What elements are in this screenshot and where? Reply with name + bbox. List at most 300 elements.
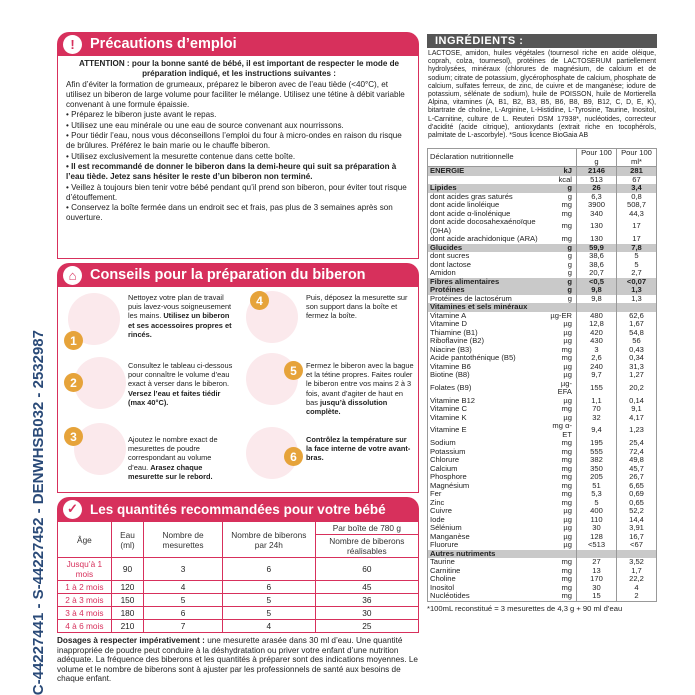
nutrition-cell-b: 0,69 <box>617 490 657 499</box>
nutrition-cell-a: 9,8 <box>577 286 617 295</box>
nutrition-cell-a: 2146 <box>577 167 617 176</box>
nutrition-cell-b: 0,8 <box>617 193 657 202</box>
nutrition-cell-u: g <box>545 244 577 253</box>
nutrition-cell-b: 4,17 <box>617 414 657 423</box>
quantite-cell-real: 60 <box>315 558 418 581</box>
nutrition-cell-a: 205 <box>577 473 617 482</box>
nutrition-cell-l: Manganèse <box>430 531 470 541</box>
nutrition-cell-l: Amidon <box>430 268 456 278</box>
footnote-text: une mesurette arasée dans 30 ml d’eau. Une quantité inappropriée de poudre peut conduire à la déshydratation ou priver votre enfant d’une nutrition adéquate. La fréquence des biberons et les quantités à préparer sont des indications moyennes. Le volume et le nombre de biberons sont à ajuster par les professionnels de santé aux besoins de chaque enfant. <box>57 636 418 684</box>
conseils-header <box>57 263 419 287</box>
precautions-title: Précautions d’emploi <box>90 36 237 52</box>
nutrition-row <box>428 422 657 439</box>
quantites-footnote <box>57 636 419 684</box>
nutrition-cell-a: 3900 <box>577 201 617 210</box>
nutrition-cell-u: mg <box>561 200 572 210</box>
step-3-text <box>128 435 233 481</box>
step-3-badge <box>64 427 83 446</box>
nutrition-cell-u: g <box>545 278 577 287</box>
nutrition-row <box>428 550 657 559</box>
nutrition-cell-l: Vitamine D <box>430 319 468 329</box>
step-3-illustration <box>74 423 126 475</box>
col-realisables: Nombre de biberons réalisables <box>315 535 418 558</box>
left-panel <box>57 32 419 684</box>
nutrition-cell-u: g <box>545 286 577 295</box>
quantite-row <box>58 581 419 594</box>
quantites-rows <box>58 558 419 633</box>
quantite-cell-age: 3 à 4 mois <box>58 607 112 620</box>
nutrition-cell-l: Vitamine C <box>430 404 468 414</box>
precautions-header <box>57 32 419 56</box>
nutrition-cell-l: Choline <box>430 574 456 584</box>
nutrition-cell-a: 240 <box>577 363 617 372</box>
quantite-cell-eau: 210 <box>111 620 143 633</box>
nutrition-cell-l: Vitamine B12 <box>430 395 476 405</box>
nutrition-cell-b: 1,7 <box>617 567 657 576</box>
nutrition-cell-a: 30 <box>577 524 617 533</box>
nutrition-cell-l: Lipides <box>428 184 545 193</box>
nutrition-cell-u: kcal <box>558 174 572 184</box>
quantite-cell-real: 36 <box>315 594 418 607</box>
nutrition-cell-l: dont acide arachidonique (ARA) <box>430 234 538 244</box>
nutrition-cell-b: 20,2 <box>617 380 657 397</box>
quantite-row <box>58 620 419 633</box>
nutrition-cell-a: 400 <box>577 507 617 516</box>
quantite-cell-mes: 4 <box>144 581 223 594</box>
nutrition-cell-l: Potassium <box>430 446 466 456</box>
nutrition-cell-b: 7,8 <box>617 244 657 253</box>
nutrition-cell-b: 1,3 <box>617 286 657 295</box>
step-2-badge <box>64 373 83 392</box>
nutrition-cell-l: Biotine (B8) <box>430 370 470 380</box>
nutrition-cell-l: Iode <box>430 514 445 524</box>
nutrition-cell-l: ENERGIE <box>428 167 545 176</box>
nutrition-cell-u: mg <box>561 438 572 448</box>
nutrition-cell-b: 26,7 <box>617 473 657 482</box>
nutrition-cell-u: µg <box>563 395 572 405</box>
nutrition-cell-a: 350 <box>577 465 617 474</box>
nutrition-cell-a: 38,6 <box>577 261 617 270</box>
step-4-badge <box>250 291 269 310</box>
quantite-cell-bib: 6 <box>222 558 315 581</box>
nutrition-cell-u: g <box>567 251 572 261</box>
precaution-item: • Utilisez exclusivement la mesurette contenue dans cette boîte. <box>66 152 412 162</box>
nutrition-cell-l: Fibres alimentaires <box>428 278 545 287</box>
nutrition-cell-u: mg <box>561 404 572 414</box>
col-boite: Par boîte de 780 g <box>315 522 418 535</box>
nutrition-cell-b: 2,7 <box>617 269 657 278</box>
nutrition-header-row <box>428 149 657 167</box>
nutrition-cell-a: 430 <box>577 337 617 346</box>
nutrition-cell-b: <0,07 <box>617 278 657 287</box>
col-age: Âge <box>58 522 112 558</box>
nutrition-cell-l: Vitamines et sels minéraux <box>428 303 545 312</box>
nutrition-cell-b: 72,4 <box>617 448 657 457</box>
nutrition-cell-b: 3,52 <box>617 558 657 567</box>
nutrition-cell-l: dont acide docosahexaénoïque (DHA) <box>430 217 536 235</box>
quantite-cell-age: 4 à 6 mois <box>58 620 112 633</box>
nutrition-header-label: Déclaration nutritionnelle <box>428 149 577 167</box>
col-mesurettes: Nombre de mesurettes <box>144 522 223 558</box>
precaution-item: • Conservez la boîte fermée dans un endroit sec et frais, pas plus de 3 semaines après son ouverture. <box>66 203 412 224</box>
precautions-section <box>57 32 419 259</box>
nutrition-cell-b: 5 <box>617 252 657 261</box>
quantite-cell-real: 25 <box>315 620 418 633</box>
conseils-section <box>57 263 419 493</box>
footnote-bold: Dosages à respecter impérativement : <box>57 636 205 645</box>
nutrition-cell-b: 5 <box>617 261 657 270</box>
quantite-cell-mes: 6 <box>144 607 223 620</box>
nutrition-cell-l: dont acide α-linolénique <box>430 208 511 218</box>
nutrition-cell-u: mg <box>561 208 572 218</box>
step-4-text <box>306 293 414 321</box>
nutrition-cell-a: 340 <box>577 210 617 219</box>
nutrition-cell-b: 17 <box>617 235 657 244</box>
nutrition-cell-l: Riboflavine (B2) <box>430 336 485 346</box>
quantite-cell-age: 1 à 2 mois <box>58 581 112 594</box>
nutrition-cell-u: g <box>567 293 572 303</box>
nutrition-cell-u: g <box>545 184 577 193</box>
step-2-number: 2 <box>70 375 77 390</box>
quantite-cell-mes: 7 <box>144 620 223 633</box>
nutrition-cell-b: 508,7 <box>617 201 657 210</box>
nutrition-row <box>428 567 657 576</box>
nutrition-cell-a: 38,6 <box>577 252 617 261</box>
nutrition-cell-b: 1,67 <box>617 320 657 329</box>
step-1-badge <box>64 331 83 350</box>
step-6-badge <box>284 447 303 466</box>
nutrition-cell-b: 0,34 <box>617 354 657 363</box>
nutrition-cell-a: 3 <box>577 346 617 355</box>
nutrition-cell-l: dont acides gras saturés <box>430 191 513 201</box>
nutrition-cell-l: Niacine (B3) <box>430 344 472 354</box>
conseils-title: Conseils pour la préparation du biberon <box>90 267 366 283</box>
precaution-item: • Utilisez une eau minérale ou une eau de source convenant aux nourrissons. <box>66 121 412 131</box>
precautions-list <box>66 110 412 223</box>
step-6-text <box>306 435 414 463</box>
nutrition-cell-u: g <box>567 268 572 278</box>
nutrition-cell-l: Fluorure <box>430 540 459 550</box>
nutrition-cell-u: µg <box>563 506 572 516</box>
nutrition-cell-l: Chlorure <box>430 455 460 465</box>
nutrition-row <box>428 218 657 235</box>
nutrition-cell-u: µg <box>563 531 572 541</box>
quantite-cell-eau: 180 <box>111 607 143 620</box>
nutrition-cell-u: µg <box>563 327 572 337</box>
nutrition-cell-b: 67 <box>617 176 657 185</box>
nutrition-cell-l: Protéines <box>428 286 545 295</box>
nutrition-cell-l: Sélénium <box>430 523 462 533</box>
nutrition-cell-l: Taurine <box>430 557 455 567</box>
precaution-item: • Il est recommandé de donner le biberon dans la demi-heure qui suit sa préparation à l’eau tiède. Jetez sans hésiter le reste d’un biberon non terminé. <box>66 162 412 183</box>
nutrition-cell-u: mg <box>561 234 572 244</box>
nutrition-cell-b: 0,43 <box>617 346 657 355</box>
nutrition-row <box>428 490 657 499</box>
nutrition-cell-u: µg <box>563 514 572 524</box>
nutrition-cell-l: Vitamine A <box>430 310 467 320</box>
quantites-table <box>57 521 419 633</box>
nutrition-row <box>428 261 657 270</box>
nutrition-cell-l: Sodium <box>430 438 456 448</box>
nutrition-row <box>428 533 657 542</box>
nutrition-cell-l: Zinc <box>430 497 445 507</box>
nutrition-cell-b: 3,91 <box>617 524 657 533</box>
nutrition-cell-a: 130 <box>577 218 617 235</box>
nutrition-row <box>428 371 657 380</box>
scoop-icon: ✓ <box>63 500 82 519</box>
nutrition-cell-a: 20,7 <box>577 269 617 278</box>
nutrition-row <box>428 516 657 525</box>
step-2-text <box>128 361 233 407</box>
nutrition-cell-a: <513 <box>577 541 617 550</box>
nutrition-cell-l: Vitamine E <box>430 425 467 435</box>
nutrition-footnote: *100mL reconstitué = 3 mesurettes de 4,3 g + 90 ml d’eau <box>427 603 623 613</box>
nutrition-header-100ml: Pour 100 ml* <box>617 149 657 167</box>
nutrition-cell-b: 1,23 <box>617 422 657 439</box>
nutrition-cell-u: mg <box>561 557 572 567</box>
nutrition-cell-u: µg <box>563 361 572 371</box>
nutrition-cell-b: 0,14 <box>617 397 657 406</box>
nutrition-cell-l: Inositol <box>430 582 455 592</box>
quantite-cell-real: 30 <box>315 607 418 620</box>
nutrition-cell-a: 59,9 <box>577 244 617 253</box>
step-5-text <box>306 361 416 416</box>
nutrition-cell-u: mg <box>561 455 572 465</box>
nutrition-cell-u: µg <box>563 523 572 533</box>
nutrition-row <box>428 499 657 508</box>
quantite-row <box>58 607 419 620</box>
nutrition-cell-b: 25,4 <box>617 439 657 448</box>
nutrition-cell-l: Magnésium <box>430 480 470 490</box>
precautions-attention: ATTENTION : pour la bonne santé de bébé, il est important de respecter le mode de préparation indiqué, et les instructions suivantes : <box>78 59 400 79</box>
nutrition-cell-u: g <box>567 191 572 201</box>
nutrition-row <box>428 414 657 423</box>
nutrition-cell-u: µg <box>563 336 572 346</box>
nutrition-cell-a: 9,4 <box>577 422 617 439</box>
nutrition-cell-b: 6,65 <box>617 482 657 491</box>
nutrition-cell-u: mg <box>561 221 572 231</box>
precautions-box <box>57 56 419 259</box>
nutrition-cell-b: 1,3 <box>617 295 657 304</box>
nutrition-cell-b: 31,3 <box>617 363 657 372</box>
col-eau: Eau (ml) <box>111 522 143 558</box>
nutrition-cell-b: 9,1 <box>617 405 657 414</box>
nutrition-cell-a: 1,1 <box>577 397 617 406</box>
nutrition-cell-a: 32 <box>577 414 617 423</box>
nutrition-cell-a: 513 <box>577 176 617 185</box>
nutrition-cell-u: µg <box>563 319 572 329</box>
nutrition-cell-a: 110 <box>577 516 617 525</box>
nutrition-cell-a: <0,5 <box>577 278 617 287</box>
nutrition-cell-a: 9,8 <box>577 295 617 304</box>
nutrition-cell-l: Protéines de lactosérum <box>430 293 512 303</box>
nutrition-cell-a: 13 <box>577 567 617 576</box>
nutrition-row <box>428 448 657 457</box>
quantite-cell-mes: 3 <box>144 558 223 581</box>
nutrition-cell-b: 0,65 <box>617 499 657 508</box>
quantite-cell-mes: 5 <box>144 594 223 607</box>
nutrition-cell-a: 70 <box>577 405 617 414</box>
baby-bottle-icon: ⌂ <box>63 266 82 285</box>
nutrition-cell-l: dont sucres <box>430 251 470 261</box>
step-1-bold: Utilisez un biberon et ses accessoires propres et rincés. <box>128 311 232 339</box>
nutrition-cell-b: 22,2 <box>617 575 657 584</box>
nutrition-row <box>428 592 657 601</box>
nutrition-cell-u: mg <box>561 353 572 363</box>
nutrition-cell-a: 15 <box>577 592 617 601</box>
nutrition-cell-u: µg <box>563 412 572 422</box>
nutrition-cell-u: µg <box>563 370 572 380</box>
nutrition-cell-l: Calcium <box>430 463 458 473</box>
nutrition-cell-b: 14,4 <box>617 516 657 525</box>
nutrition-cell-a: 128 <box>577 533 617 542</box>
step-5-bold: jusqu’à dissolution complète. <box>306 397 388 417</box>
nutrition-cell-b: 4 <box>617 584 657 593</box>
nutrition-cell-b: 2 <box>617 592 657 601</box>
nutrition-cell-a: 12,8 <box>577 320 617 329</box>
side-code-text: C-44227441 - S-44227452 - DENWHSB032 - 2532987 <box>30 330 47 695</box>
step-3-number: 3 <box>70 429 77 444</box>
nutrition-cell-a: 420 <box>577 329 617 338</box>
step-5-desc: Fermez le biberon avec la bague et la tétine propres. Faites rouler le biberon entre vos mains 2 à 3 fois, avant d’agiter de haut en bas <box>306 361 414 407</box>
nutrition-cell-l: Folates (B9) <box>430 382 472 392</box>
step-4-desc: Puis, déposez la mesurette sur son support dans la boîte et fermez la boîte. <box>306 293 408 321</box>
nutrition-cell-u: µg-EFA <box>557 378 572 397</box>
quantites-section <box>57 497 419 684</box>
nutrition-cell-a: 2,6 <box>577 354 617 363</box>
quantites-header <box>57 497 419 521</box>
step-5-badge <box>284 361 303 380</box>
nutrition-row <box>428 482 657 491</box>
nutrition-cell-u: mg <box>561 489 572 499</box>
nutrition-cell-l: Vitamine B6 <box>430 361 471 371</box>
nutrition-cell-l: Carnitine <box>430 565 461 575</box>
ingredients-text: LACTOSE, amidon, huiles végétales (tournesol riche en acide oléique, coprah, colza, tournesol), protéines de LACTOSERUM partiellement hydrolysées, minéraux (chlorures de magnésium, de calcium et de sodium; citrate de potassium, glycérophosphate de calcium, phosphate de calcium, sulfates ferreux, de zinc, de cuivre et de manganèse; iodure de potassium, sélénate de sodium), huile de POISSON, huile de Mortierella Alpina, vitamines (A, B1, B2, B3, B5, B6, B8, B9, B12, C, D, E, K), bitartrate de choline, L-Arginine, L-Histidine, L-Tyrosine, Taurine, Inositol, L-Carnitine, culture de L. Reuteri DSM 17938*, nucléotides, correcteur d’acidité (acide citrique), antioxydants (extrait riche en tocophérols, palmitate de L-ascorbyle). *Sous licence BioGaia AB <box>428 50 656 140</box>
nutrition-cell-u: g <box>567 259 572 269</box>
step-2-desc: Consultez le tableau ci-dessous pour connaître le volume d’eau exact à verser dans le biberon. <box>128 361 233 389</box>
quantite-cell-bib: 5 <box>222 594 315 607</box>
step-6-bold: Contrôlez la température sur la face interne de votre avant-bras. <box>306 435 411 463</box>
nutrition-cell-l: Cuivre <box>430 506 452 516</box>
nutrition-cell-a: 27 <box>577 558 617 567</box>
quantite-cell-bib: 5 <box>222 607 315 620</box>
nutrition-cell-a: 5,3 <box>577 490 617 499</box>
nutrition-cell-l: Vitamine K <box>430 412 467 422</box>
nutrition-cell-u: µg-ER <box>550 310 572 320</box>
step-1-desc: Nettoyez votre plan de travail puis lavez-vous soigneusement les mains. <box>128 293 232 321</box>
quantite-cell-age: Jusqu’à 1 mois <box>58 558 112 581</box>
nutrition-cell-b: 49,8 <box>617 456 657 465</box>
nutrition-cell-b: 56 <box>617 337 657 346</box>
nutrition-cell-u: µg <box>563 540 572 550</box>
step-6-number: 6 <box>290 449 297 464</box>
nutrition-cell-u: mg <box>561 574 572 584</box>
nutrition-cell-a: 9,7 <box>577 371 617 380</box>
quantite-cell-eau: 90 <box>111 558 143 581</box>
nutrition-cell-l: Nucléotides <box>430 591 470 601</box>
step-3-desc: Ajoutez le nombre exact de mesurettes de poudre correspondant au volume d’eau. <box>128 435 218 472</box>
nutrition-cell-b: 16,7 <box>617 533 657 542</box>
nutrition-cell-l: Fer <box>430 489 442 499</box>
quantite-row <box>58 594 419 607</box>
quantite-cell-eau: 150 <box>111 594 143 607</box>
precaution-item: • Préparez le biberon juste avant le repas. <box>66 110 412 120</box>
nutrition-cell-u: mg <box>561 480 572 490</box>
nutrition-cell-a: 30 <box>577 584 617 593</box>
nutrition-cell-a: 6,3 <box>577 193 617 202</box>
nutrition-cell-b: 281 <box>617 167 657 176</box>
step-4-number: 4 <box>256 293 263 308</box>
nutrition-row <box>428 507 657 516</box>
nutrition-cell-b: 44,3 <box>617 210 657 219</box>
nutrition-cell-a: 555 <box>577 448 617 457</box>
step-1-number: 1 <box>70 333 77 348</box>
exclamation-icon: ! <box>63 35 82 54</box>
conseils-box <box>57 287 419 493</box>
nutrition-cell-a: 155 <box>577 380 617 397</box>
nutrition-cell-a: 382 <box>577 456 617 465</box>
nutrition-cell-l: Acide pantothénique (B5) <box>430 353 516 363</box>
precaution-item: • Veillez à toujours bien tenir votre bébé pendant qu’il prend son biberon, pour éviter tout risque d’étouffement. <box>66 183 412 204</box>
quantite-cell-real: 45 <box>315 581 418 594</box>
step-2-bold: Versez l’eau et faites tiédir (max 40°C). <box>128 388 221 407</box>
nutrition-cell-b: <67 <box>617 541 657 550</box>
nutrition-row <box>428 558 657 567</box>
nutrition-cell-a: 5 <box>577 499 617 508</box>
right-panel <box>427 34 657 613</box>
quantite-row <box>58 558 419 581</box>
nutrition-cell-l: dont acide linoléique <box>430 200 500 210</box>
nutrition-cell-a: 130 <box>577 235 617 244</box>
quantite-cell-eau: 120 <box>111 581 143 594</box>
nutrition-cell-u: mg <box>561 344 572 354</box>
nutrition-cell-a: 51 <box>577 482 617 491</box>
quantite-cell-bib: 4 <box>222 620 315 633</box>
nutrition-cell-u: mg <box>561 582 572 592</box>
nutrition-cell-u: mg <box>561 472 572 482</box>
step-3-bold: Arasez chaque mesurette sur le rebord. <box>128 462 213 481</box>
nutrition-row <box>428 167 657 176</box>
quantite-cell-bib: 6 <box>222 581 315 594</box>
quantites-title: Les quantités recommandées pour votre bébé <box>90 501 386 517</box>
nutrition-cell-l: Phosphore <box>430 472 467 482</box>
nutrition-cell-b: 62,6 <box>617 312 657 321</box>
nutrition-cell-b: 45,7 <box>617 465 657 474</box>
nutrition-cell-u: mg <box>561 591 572 601</box>
nutrition-row <box>428 575 657 584</box>
nutrition-cell-b: 1,27 <box>617 371 657 380</box>
step-1-text <box>128 293 233 339</box>
precaution-item: • Pour tiédir l’eau, nous vous déconseillons l’emploi du four à micro-ondes en raison du risque de brûlures. Préférez le bain marie ou le chauffe biberon. <box>66 131 412 152</box>
nutrition-cell-u: mg <box>561 497 572 507</box>
nutrition-cell-l: Thiamine (B1) <box>430 327 478 337</box>
nutrition-cell-u: mg <box>561 446 572 456</box>
nutrition-cell-l: Autres nutriments <box>428 550 545 559</box>
nutrition-cell-l: Glucides <box>428 244 545 253</box>
nutrition-cell-l: dont lactose <box>430 259 471 269</box>
nutrition-cell-a: 195 <box>577 439 617 448</box>
nutrition-cell-b: 3,4 <box>617 184 657 193</box>
nutrition-cell-a: 480 <box>577 312 617 321</box>
nutrition-cell-u: mg α-ET <box>552 421 572 439</box>
nutrition-cell-b: 54,8 <box>617 329 657 338</box>
nutrition-cell-a: 170 <box>577 575 617 584</box>
nutrition-rows <box>428 167 657 602</box>
nutrition-cell-u: mg <box>561 565 572 575</box>
side-code-strip <box>30 330 52 695</box>
col-biberons: Nombre de biberons par 24h <box>222 522 315 558</box>
nutrition-header-100g: Pour 100 g <box>577 149 617 167</box>
